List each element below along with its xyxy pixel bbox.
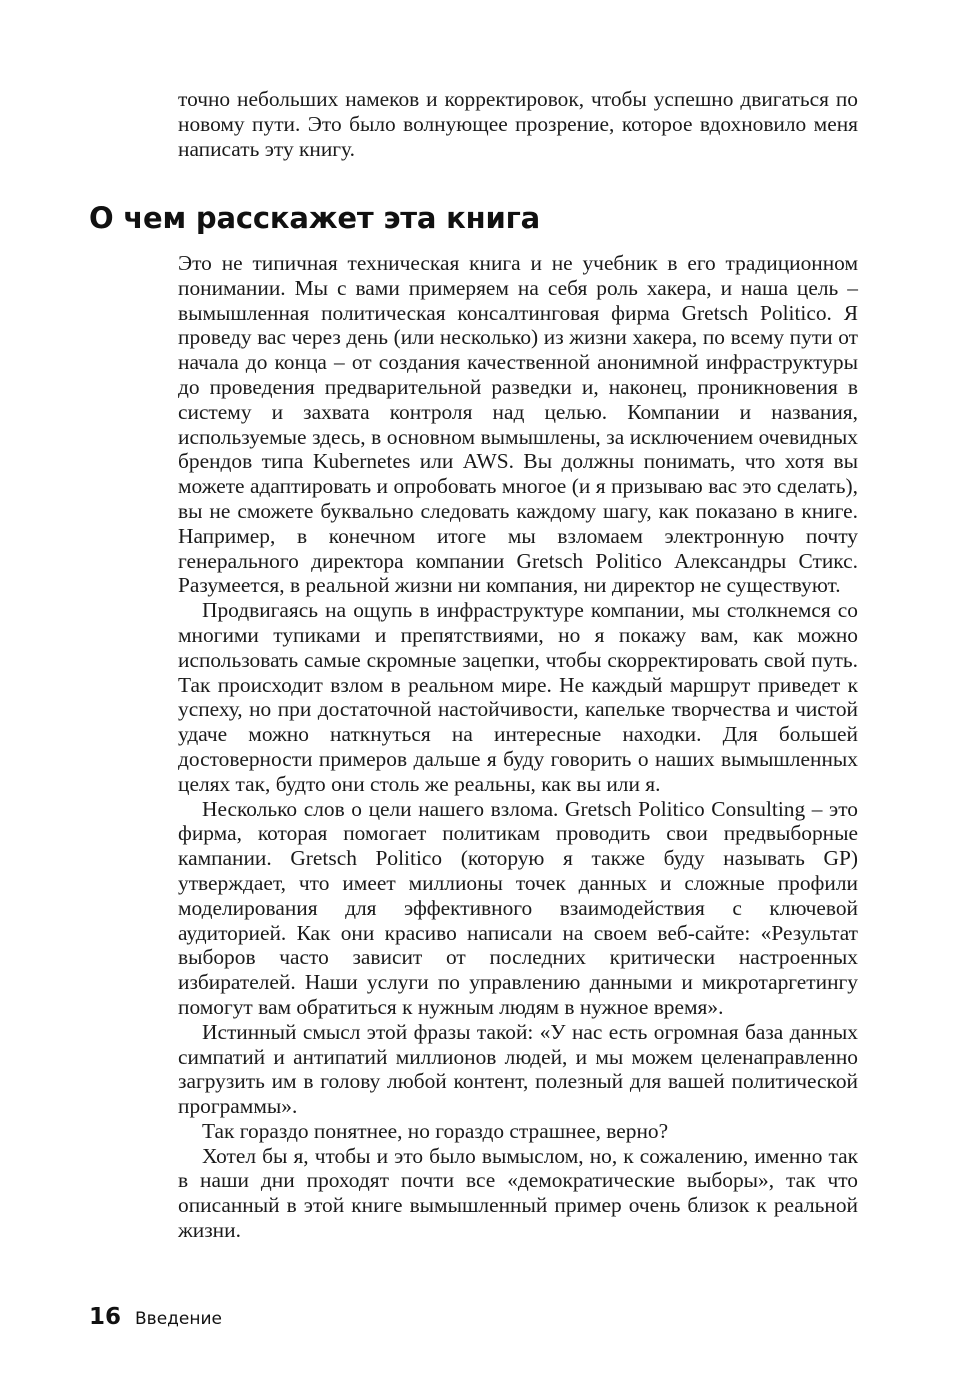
page-footer bbox=[89, 1300, 222, 1336]
page-number: 16 bbox=[89, 1304, 122, 1330]
intro-paragraph: точно небольших намеков и корректировок, чтобы успешно двигаться по новому пути. Это было волнующее прозрение, которое вдохновило меня написать эту книгу. bbox=[178, 87, 858, 161]
paragraph-4: Истинный смысл этой фразы такой: «У нас есть огромная база данных симпатий и антипатий миллионов людей, и мы можем целенаправленно загрузить им в голову любой контент, полезный для вашей политической программы». bbox=[178, 1019, 858, 1119]
paragraph-6: Хотел бы я, чтобы и это было вымыслом, но, к сожалению, именно так в наши дни проходят почти все «демократические выборы», так что описанный в этой книге вымышленный пример очень близок к реальной жизни. bbox=[178, 1143, 858, 1243]
running-title: Введение bbox=[135, 1309, 222, 1329]
paragraph-1: Это не типичная техническая книга и не учебник в его традиционном понимании. Мы с вами примеряем на себя роль хакера, и наша цель – вымышленная политическая консалтинговая фирма Gretsch Politico. Я проведу вас через день (или несколько) из жизни хакера, по всему пути от начала до конца – от создания качественной анонимной инфраструктуры до проведения предварительной разведки и, наконец, проникновения в систему и захвата контроля над целью. Компании и названия, используемые здесь, в основном вымышлены, за исключением очевидных брендов типа Kubernetes или AWS. Вы должны понимать, что хотя вы можете адаптировать и опробовать многое (и я призываю вас это сделать), вы не сможете буквально следовать каждому шагу, как показано в книге. Например, в конечном итоге мы взломаем электронную почту генерального директора компании Gretsch Politico Александры Стикс. Разумеется, в реальной жизни ни компания, ни директор не существуют. bbox=[178, 251, 858, 598]
section-heading: О чем расскажет эта книга bbox=[89, 201, 540, 235]
paragraph-2: Продвигаясь на ощупь в инфраструктуре компании, мы столкнемся со многими тупиками и препятствиями, но я покажу вам, как можно использовать самые скромные зацепки, чтобы скорректировать свой путь. Так происходит взлом в реальном мире. Не каждый маршрут приведет к успеху, но при достаточной настойчивости, капельке творчества и чистой удаче можно наткнуться на интересные находки. Для большей достоверности примеров дальше я буду говорить о наших вымышленных целях так, будто они столь же реальны, как вы или я. bbox=[178, 598, 858, 796]
paragraph-5: Так гораздо понятнее, но гораздо страшнее, верно? bbox=[202, 1118, 669, 1143]
paragraph-3: Несколько слов о цели нашего взлома. Gretsch Politico Consulting – это фирма, которая помогает политикам проводить свои предвыборные кампании. Gretsch Politico (которую я также буду называть GP) утверждает, что имеет миллионы точек данных и сложные профили моделирования для эффективного взаимодействия с ключевой аудиторией. Как они красиво написали на своем веб-сайте: «Результат выборов часто зависит от последних критически настроенных избирателей. Наши услуги по управлению данными и микротаргетингу помогут вам обратиться к нужным людям в нужное время». bbox=[178, 796, 858, 1019]
section-body bbox=[178, 251, 858, 1243]
